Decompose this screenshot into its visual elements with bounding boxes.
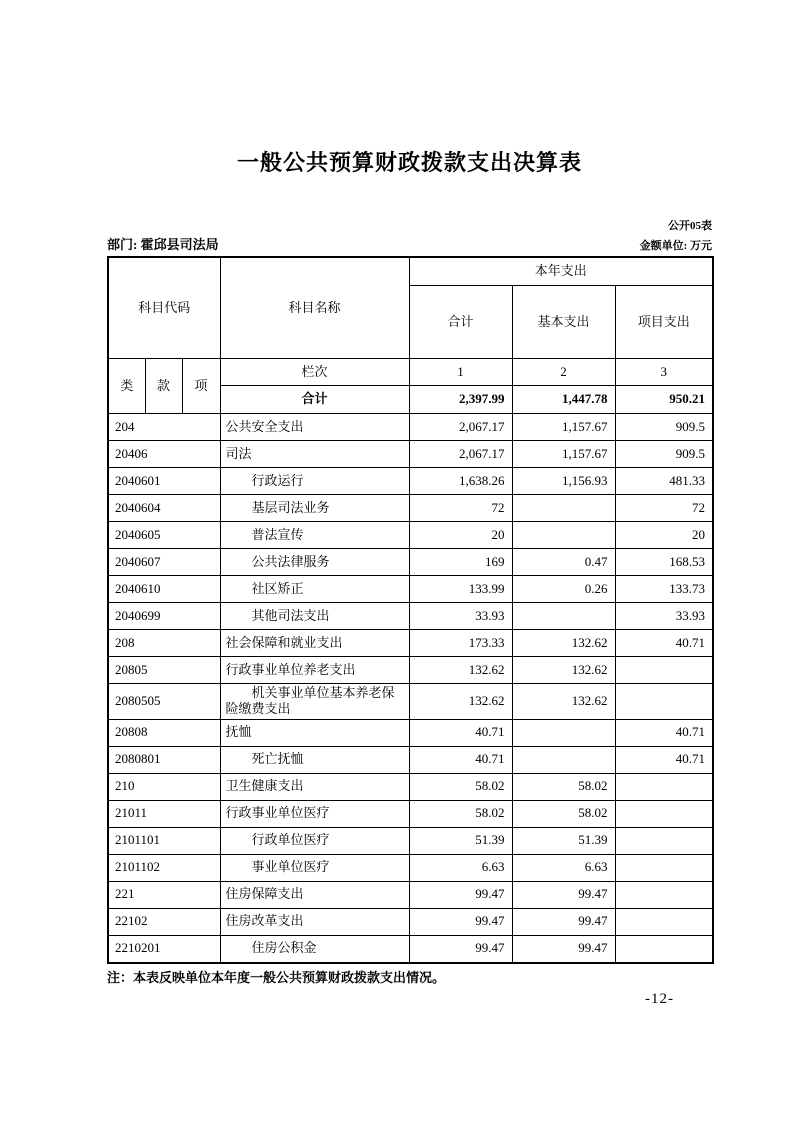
basic-expenditure-cell: 58.02 <box>512 773 615 800</box>
document-content <box>107 146 712 986</box>
subject-name-cell: 其他司法支出 <box>220 603 409 630</box>
grand-total-label: 合计 <box>220 386 409 414</box>
basic-expenditure-cell: 58.02 <box>512 800 615 827</box>
table-row <box>108 441 713 468</box>
project-expenditure-cell: 72 <box>615 495 713 522</box>
subject-name-cell: 行政运行 <box>220 468 409 495</box>
grand-total-project: 950.21 <box>615 386 713 414</box>
column-number-1: 1 <box>409 359 512 386</box>
table-row <box>108 522 713 549</box>
subject-code-cell: 2210201 <box>108 935 220 963</box>
header-project-expenditure: 项目支出 <box>615 286 713 359</box>
header-item: 项 <box>182 359 220 414</box>
basic-expenditure-cell <box>512 522 615 549</box>
header-subject-name: 科目名称 <box>220 257 409 359</box>
subject-name-cell: 社会保障和就业支出 <box>220 630 409 657</box>
basic-expenditure-cell: 1,157.67 <box>512 441 615 468</box>
subject-name-cell: 住房改革支出 <box>220 908 409 935</box>
meta-line <box>107 234 712 253</box>
table-row <box>108 854 713 881</box>
column-number-2: 2 <box>512 359 615 386</box>
total-cell: 99.47 <box>409 881 512 908</box>
basic-expenditure-cell: 6.63 <box>512 854 615 881</box>
header-current-year: 本年支出 <box>409 257 713 286</box>
subject-code-cell: 2040699 <box>108 603 220 630</box>
total-cell: 40.71 <box>409 719 512 746</box>
project-expenditure-cell <box>615 881 713 908</box>
column-index-row <box>108 359 713 386</box>
subject-name-cell: 事业单位医疗 <box>220 854 409 881</box>
department-label: 部门: 霍邱县司法局 <box>107 237 219 252</box>
project-expenditure-cell: 133.73 <box>615 576 713 603</box>
table-row <box>108 630 713 657</box>
basic-expenditure-cell: 99.47 <box>512 908 615 935</box>
subject-code-cell: 221 <box>108 881 220 908</box>
table-row <box>108 773 713 800</box>
total-cell: 173.33 <box>409 630 512 657</box>
project-expenditure-cell: 40.71 <box>615 630 713 657</box>
subject-name-cell: 公共法律服务 <box>220 549 409 576</box>
subject-name-cell: 社区矫正 <box>220 576 409 603</box>
table-row <box>108 800 713 827</box>
subject-code-cell: 208 <box>108 630 220 657</box>
subject-code-cell: 20406 <box>108 441 220 468</box>
basic-expenditure-cell <box>512 719 615 746</box>
project-expenditure-cell: 168.53 <box>615 549 713 576</box>
subject-code-cell: 2040607 <box>108 549 220 576</box>
header-subject-code: 科目代码 <box>108 257 220 359</box>
grand-total-basic: 1,447.78 <box>512 386 615 414</box>
subject-code-cell: 20808 <box>108 719 220 746</box>
subject-name-cell: 住房保障支出 <box>220 881 409 908</box>
project-expenditure-cell: 20 <box>615 522 713 549</box>
subject-name-cell: 卫生健康支出 <box>220 773 409 800</box>
total-cell: 72 <box>409 495 512 522</box>
grand-total-total: 2,397.99 <box>409 386 512 414</box>
table-row <box>108 827 713 854</box>
total-cell: 51.39 <box>409 827 512 854</box>
unit-label: 金额单位: 万元 <box>639 240 712 252</box>
project-expenditure-cell <box>615 935 713 963</box>
basic-expenditure-cell: 1,157.67 <box>512 414 615 441</box>
column-number-3: 3 <box>615 359 713 386</box>
subject-name-cell: 死亡抚恤 <box>220 746 409 773</box>
column-index-label: 栏次 <box>220 359 409 386</box>
subject-name-cell: 行政单位医疗 <box>220 827 409 854</box>
header-class: 类 <box>108 359 145 414</box>
project-expenditure-cell <box>615 684 713 720</box>
basic-expenditure-cell: 99.47 <box>512 881 615 908</box>
basic-expenditure-cell: 132.62 <box>512 657 615 684</box>
basic-expenditure-cell: 51.39 <box>512 827 615 854</box>
subject-code-cell: 21011 <box>108 800 220 827</box>
header-row-1 <box>108 257 713 286</box>
total-cell: 132.62 <box>409 657 512 684</box>
subject-name-cell: 住房公积金 <box>220 935 409 963</box>
project-expenditure-cell: 40.71 <box>615 746 713 773</box>
basic-expenditure-cell: 0.26 <box>512 576 615 603</box>
project-expenditure-cell <box>615 657 713 684</box>
project-expenditure-cell: 909.5 <box>615 441 713 468</box>
subject-name-cell: 司法 <box>220 441 409 468</box>
subject-name-cell: 公共安全支出 <box>220 414 409 441</box>
subject-name-cell: 抚恤 <box>220 719 409 746</box>
header-basic-expenditure: 基本支出 <box>512 286 615 359</box>
basic-expenditure-cell <box>512 603 615 630</box>
total-cell: 133.99 <box>409 576 512 603</box>
subject-name-cell: 基层司法业务 <box>220 495 409 522</box>
basic-expenditure-cell: 99.47 <box>512 935 615 963</box>
total-cell: 2,067.17 <box>409 441 512 468</box>
total-cell: 2,067.17 <box>409 414 512 441</box>
basic-expenditure-cell: 0.47 <box>512 549 615 576</box>
table-row <box>108 935 713 963</box>
project-expenditure-cell: 481.33 <box>615 468 713 495</box>
table-row <box>108 684 713 720</box>
total-cell: 20 <box>409 522 512 549</box>
table-row <box>108 746 713 773</box>
total-cell: 99.47 <box>409 908 512 935</box>
subject-code-cell: 22102 <box>108 908 220 935</box>
page-title: 一般公共预算财政拨款支出决算表 <box>236 150 582 175</box>
total-cell: 40.71 <box>409 746 512 773</box>
subject-code-cell: 2040610 <box>108 576 220 603</box>
total-cell: 6.63 <box>409 854 512 881</box>
header-total: 合计 <box>409 286 512 359</box>
total-cell: 132.62 <box>409 684 512 720</box>
expenditure-table <box>107 256 714 964</box>
table-row <box>108 549 713 576</box>
table-row <box>108 576 713 603</box>
subject-name-cell: 行政事业单位医疗 <box>220 800 409 827</box>
project-expenditure-cell <box>615 800 713 827</box>
project-expenditure-cell <box>615 827 713 854</box>
project-expenditure-cell <box>615 773 713 800</box>
table-note: 注：本表反映单位本年度一般公共预算财政拨款支出情况。 <box>107 969 446 985</box>
table-row <box>108 495 713 522</box>
project-expenditure-cell <box>615 854 713 881</box>
form-code-label: 公开05表 <box>668 220 712 232</box>
project-expenditure-cell: 909.5 <box>615 414 713 441</box>
table-body <box>108 414 713 963</box>
subject-code-cell: 2040601 <box>108 468 220 495</box>
total-cell: 33.93 <box>409 603 512 630</box>
total-cell: 169 <box>409 549 512 576</box>
table-row <box>108 603 713 630</box>
subject-name-cell: 机关事业单位基本养老保险缴费支出 <box>220 684 409 720</box>
project-expenditure-cell <box>615 908 713 935</box>
subject-code-cell: 2040605 <box>108 522 220 549</box>
basic-expenditure-cell: 132.62 <box>512 630 615 657</box>
subject-code-cell: 210 <box>108 773 220 800</box>
subject-code-cell: 2040604 <box>108 495 220 522</box>
basic-expenditure-cell: 132.62 <box>512 684 615 720</box>
page-number: -12- <box>645 991 674 1007</box>
header-section: 款 <box>145 359 182 414</box>
basic-expenditure-cell <box>512 746 615 773</box>
subject-code-cell: 2101101 <box>108 827 220 854</box>
basic-expenditure-cell <box>512 495 615 522</box>
table-row <box>108 657 713 684</box>
total-cell: 1,638.26 <box>409 468 512 495</box>
total-cell: 58.02 <box>409 773 512 800</box>
subject-code-cell: 2080505 <box>108 684 220 720</box>
table-row <box>108 908 713 935</box>
project-expenditure-cell: 40.71 <box>615 719 713 746</box>
subject-name-cell: 行政事业单位养老支出 <box>220 657 409 684</box>
basic-expenditure-cell: 1,156.93 <box>512 468 615 495</box>
subject-code-cell: 20805 <box>108 657 220 684</box>
subject-code-cell: 2080801 <box>108 746 220 773</box>
project-expenditure-cell: 33.93 <box>615 603 713 630</box>
subject-code-cell: 204 <box>108 414 220 441</box>
subject-name-cell: 普法宣传 <box>220 522 409 549</box>
table-row <box>108 719 713 746</box>
subject-code-cell: 2101102 <box>108 854 220 881</box>
total-cell: 99.47 <box>409 935 512 963</box>
table-row <box>108 881 713 908</box>
table-row <box>108 468 713 495</box>
table-row <box>108 414 713 441</box>
total-cell: 58.02 <box>409 800 512 827</box>
